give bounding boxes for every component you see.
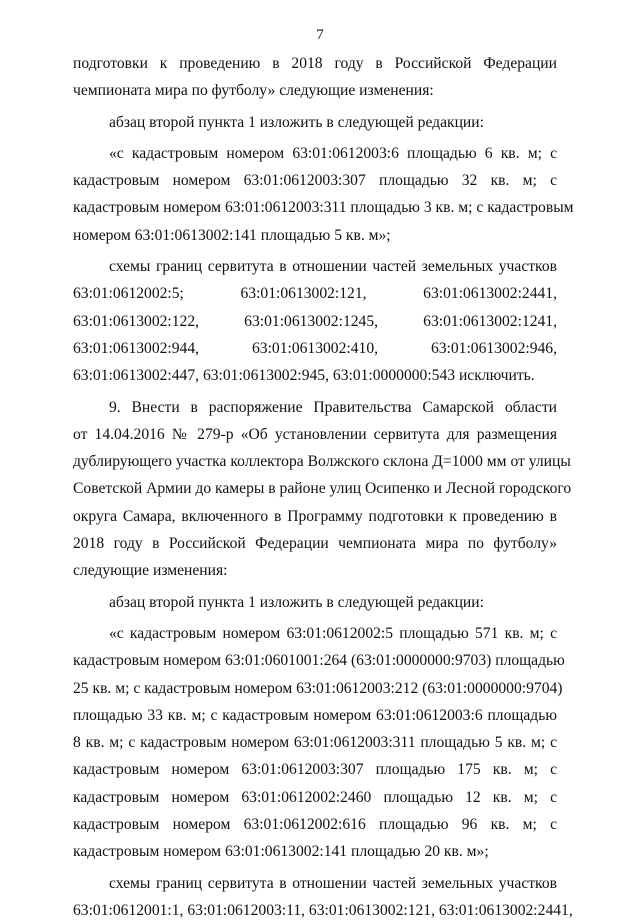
paragraph-line: «с кадастровым номером 63:01:0612003:6 площадью 6 кв. м; с: [109, 144, 557, 162]
paragraph: [73, 109, 557, 136]
paragraph-line: абзац второй пункта 1 изложить в следующей редакции:: [109, 113, 484, 131]
document-body: [73, 50, 574, 924]
paragraph-line: подготовки к проведению в 2018 году в Российской Федерации: [73, 55, 557, 72]
page-number: 7: [316, 27, 324, 43]
paragraph-line: номером 63:01:0613002:141 площадью 5 кв. м»;: [73, 226, 391, 244]
paragraph-line: 9. Внести в распоряжение Правительства Самарской области: [109, 398, 557, 416]
paragraph-line: 63:01:0612002:5; 63:01:0613002:121, 63:01:0613002:2441,: [73, 285, 557, 303]
paragraph-line: абзац второй пункта 1 изложить в следующей редакции:: [109, 593, 484, 611]
paragraph-line: 63:01:0613002:122, 63:01:0613002:1245, 63:01:0613002:1241,: [73, 312, 557, 330]
paragraph-line: округа Самара, включенного в Программу подготовки к проведению в: [73, 507, 557, 525]
paragraph-line: кадастровым номером 63:01:0612002:616 площадью 96 кв. м; с: [73, 816, 557, 834]
paragraph-line: 63:01:0612001:1, 63:01:0612003:11, 63:01:0613002:121, 63:01:0613002:2441,: [73, 901, 573, 919]
paragraph: [73, 620, 565, 866]
paragraph-line: кадастровым номером 63:01:0612002:2460 площадью 12 кв. м; с: [73, 788, 557, 806]
paragraph-line: Советской Армии до камеры в районе улиц Осипенко и Лесной городского: [73, 480, 572, 498]
paragraph: [73, 50, 557, 105]
paragraph-line: «с кадастровым номером 63:01:0612002:5 площадью 571 кв. м; с: [109, 624, 557, 642]
paragraph-line: 2018 году в Российской Федерации чемпионата мира по футболу»: [73, 535, 557, 553]
paragraph-line: чемпионата мира по футболу» следующие изменения:: [73, 82, 434, 100]
paragraph-line: кадастровым номером 63:01:0613002:141 площадью 20 кв. м»;: [73, 843, 489, 861]
paragraph: [73, 253, 557, 389]
paragraph-line: кадастровым номером 63:01:0601001:264 (63:01:0000000:9703) площадью: [73, 652, 565, 670]
paragraph-line: кадастровым номером 63:01:0612003:307 площадью 32 кв. м; с: [73, 172, 557, 190]
paragraph-line: 63:01:0613002:944, 63:01:0613002:410, 63:01:0613002:946,: [73, 339, 557, 357]
paragraph: [73, 140, 574, 249]
paragraph-line: дублирующего участка коллектора Волжского склона Д=1000 мм от улицы: [73, 453, 571, 471]
paragraph-line: 8 кв. м; с кадастровым номером 63:01:0612003:311 площадью 5 кв. м; с: [73, 734, 557, 752]
paragraph-line: площадью 33 кв. м; с кадастровым номером 63:01:0612003:6 площадью: [73, 706, 557, 724]
paragraph-line: схемы границ сервитута в отношении частей земельных участков: [109, 258, 557, 276]
paragraph-line: следующие изменения:: [73, 562, 228, 580]
paragraph-line: 63:01:0613002:447, 63:01:0613002:945, 63:01:0000000:543 исключить.: [73, 367, 535, 385]
paragraph-line: от 14.04.2016 № 279-р «Об установлении сервитута для размещения: [73, 425, 557, 443]
paragraph-line: кадастровым номером 63:01:0612003:307 площадью 175 кв. м; с: [73, 761, 557, 779]
paragraph-line: кадастровым номером 63:01:0612003:311 площадью 3 кв. м; с кадастровым: [73, 199, 574, 217]
paragraph: [73, 394, 572, 585]
paragraph-line: 25 кв. м; с кадастровым номером 63:01:0612003:212 (63:01:0000000:9704): [73, 679, 563, 697]
paragraph: [73, 589, 557, 616]
paragraph-line: схемы границ сервитута в отношении частей земельных участков: [109, 874, 557, 892]
paragraph: [73, 870, 573, 924]
